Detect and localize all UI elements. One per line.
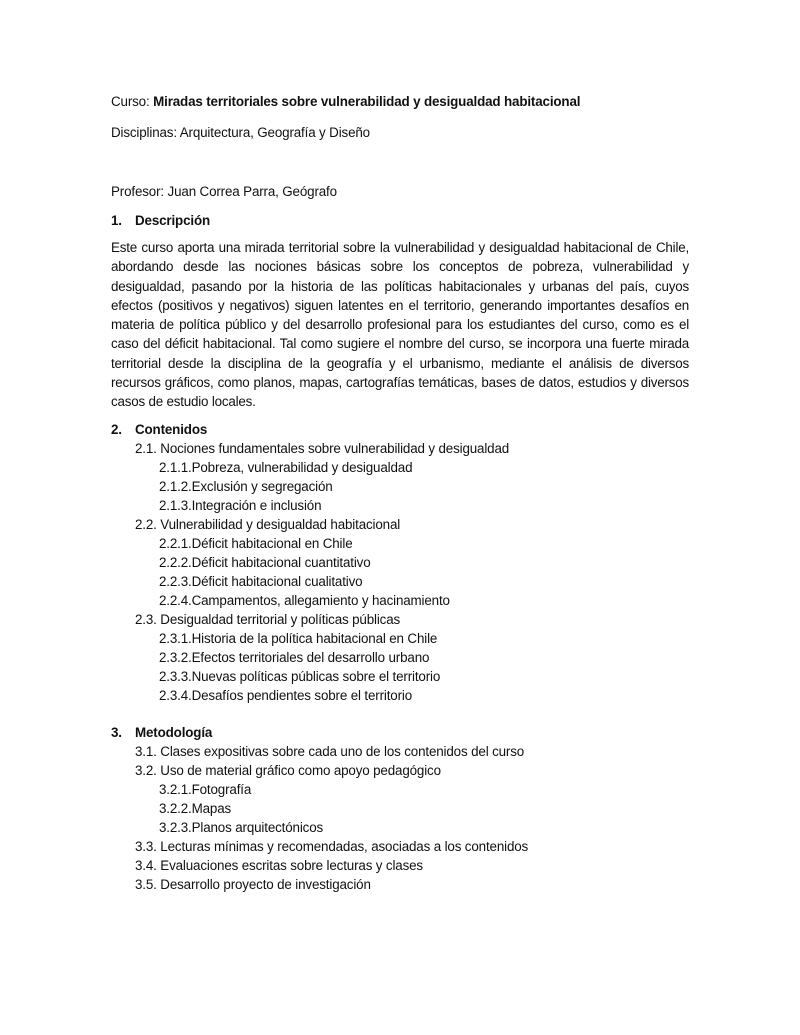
list-item: 2.2.1.Déficit habitacional en Chile [159, 536, 353, 551]
section-number: 1. [111, 213, 122, 228]
list-item: 3.2.3.Planos arquitectónicos [159, 820, 324, 835]
disciplines-line: Disciplinas: Arquitectura, Geografía y Diseño [111, 125, 370, 140]
list-item: 2.3. Desigualdad territorial y políticas públicas [135, 612, 401, 627]
section-number: 2. [111, 422, 122, 437]
list-item: 3.2.2.Mapas [159, 801, 232, 816]
section-heading-descripcion [111, 211, 210, 230]
list-item: 2.1.1.Pobreza, vulnerabilidad y desigualdad [159, 460, 413, 475]
list-item: 2.3.3.Nuevas políticas públicas sobre el territorio [159, 669, 441, 684]
professor-line: Profesor: Juan Correa Parra, Geógrafo [111, 184, 337, 199]
list-item: 2.3.4.Desafíos pendientes sobre el territorio [159, 688, 413, 703]
list-item: 2.3.2.Efectos territoriales del desarrollo urbano [159, 650, 430, 665]
section-number: 3. [111, 725, 122, 740]
section-title: Contenidos [135, 422, 208, 437]
section-title: Descripción [135, 213, 210, 228]
list-item: 3.3. Lecturas mínimas y recomendadas, asociadas a los contenidos [135, 839, 529, 854]
list-item: 3.2.1.Fotografía [159, 782, 252, 797]
list-item: 2.1. Nociones fundamentales sobre vulnerabilidad y desigualdad [135, 441, 510, 456]
course-label: Curso: [111, 94, 154, 109]
list-item: 2.3.1.Historia de la política habitacional en Chile [159, 631, 438, 646]
list-item: 2.2.4.Campamentos, allegamiento y hacinamiento [159, 593, 450, 608]
list-item: 2.1.2.Exclusión y segregación [159, 479, 333, 494]
list-item: 3.1. Clases expositivas sobre cada uno de los contenidos del curso [135, 744, 525, 759]
list-item: 2.1.3.Integración e inclusión [159, 498, 322, 513]
list-item: 2.2.2.Déficit habitacional cuantitativo [159, 555, 371, 570]
section-title: Metodología [135, 725, 213, 740]
course-line [111, 92, 580, 111]
list-item: 2.2.3.Déficit habitacional cualitativo [159, 574, 363, 589]
course-title: Miradas territoriales sobre vulnerabilidad y desigualdad habitacional [153, 94, 581, 109]
list-item: 3.2. Uso de material gráfico como apoyo pedagógico [135, 763, 441, 778]
description-paragraph: Este curso aporta una mirada territorial sobre la vulnerabilidad y desigualdad habitacional de Chile, abordando desde las nociones básicas sobre los conceptos de pobreza, vulnerabilidad y desigualdad, pasando por la historia de las políticas habitacionales y urbanas del país, cuyos efectos (positivos y negativos) siguen latentes en el territorio, generando importantes desafíos en materia de política público y del desarrollo profesional para los estudiantes del curso, como es el caso del déficit habitacional. Tal como sugiere el nombre del curso, se incorpora una fuerte mirada territorial desde la disciplina de la geografía y el urbanismo, mediante el análisis de diversos recursos gráficos, como planos, mapas, cartografías temáticas, bases de datos, estudios y diversos casos de estudio locales. [111, 240, 689, 410]
section-heading-metodologia [111, 723, 212, 742]
list-item: 2.2. Vulnerabilidad y desigualdad habitacional [135, 517, 401, 532]
section-heading-contenidos [111, 420, 207, 439]
list-item: 3.5. Desarrollo proyecto de investigación [135, 877, 371, 892]
list-item: 3.4. Evaluaciones escritas sobre lecturas y clases [135, 858, 423, 873]
